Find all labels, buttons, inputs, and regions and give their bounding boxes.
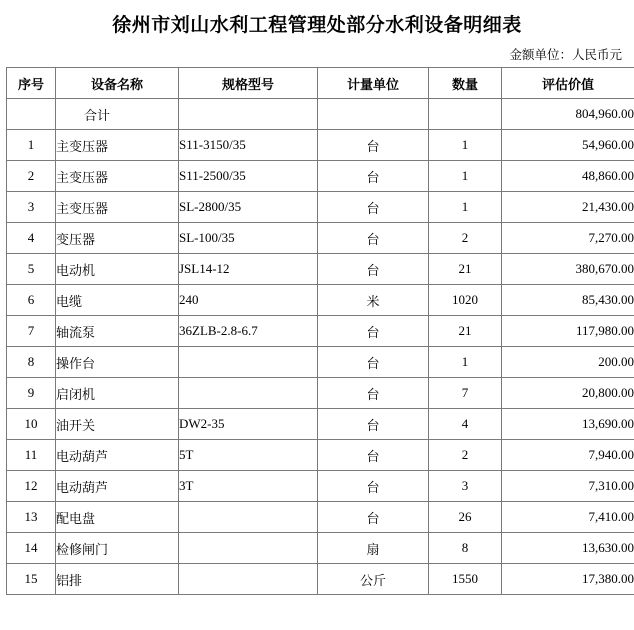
cell-unit: 台 bbox=[318, 440, 429, 471]
cell-qty bbox=[429, 99, 502, 130]
cell-spec bbox=[179, 502, 318, 533]
table-row bbox=[7, 533, 634, 564]
cell-unit: 公斤 bbox=[318, 564, 429, 595]
cell-spec: 240 bbox=[179, 285, 318, 316]
cell-unit: 台 bbox=[318, 409, 429, 440]
cell-qty: 1550 bbox=[429, 564, 502, 595]
table-row bbox=[7, 564, 634, 595]
cell-name: 电动葫芦 bbox=[56, 471, 179, 502]
table-row bbox=[7, 192, 634, 223]
cell-name: 配电盘 bbox=[56, 502, 179, 533]
cell-name: 合计 bbox=[56, 99, 179, 130]
cell-index: 11 bbox=[7, 440, 56, 471]
cell-qty: 21 bbox=[429, 254, 502, 285]
cell-value: 21,430.00 bbox=[502, 192, 634, 223]
cell-value: 200.00 bbox=[502, 347, 634, 378]
cell-unit: 米 bbox=[318, 285, 429, 316]
equipment-table bbox=[6, 67, 634, 595]
cell-value: 17,380.00 bbox=[502, 564, 634, 595]
table-row bbox=[7, 440, 634, 471]
cell-unit: 台 bbox=[318, 223, 429, 254]
cell-qty: 21 bbox=[429, 316, 502, 347]
cell-unit: 台 bbox=[318, 254, 429, 285]
table-body bbox=[7, 99, 634, 595]
cell-name: 操作台 bbox=[56, 347, 179, 378]
cell-index: 1 bbox=[7, 130, 56, 161]
column-header-spec: 规格型号 bbox=[179, 68, 318, 99]
cell-qty: 1 bbox=[429, 192, 502, 223]
cell-index: 5 bbox=[7, 254, 56, 285]
cell-value: 54,960.00 bbox=[502, 130, 634, 161]
cell-name: 变压器 bbox=[56, 223, 179, 254]
cell-index: 4 bbox=[7, 223, 56, 254]
table-row bbox=[7, 130, 634, 161]
cell-unit: 台 bbox=[318, 316, 429, 347]
cell-index: 14 bbox=[7, 533, 56, 564]
cell-value: 117,980.00 bbox=[502, 316, 634, 347]
cell-index: 7 bbox=[7, 316, 56, 347]
cell-spec bbox=[179, 347, 318, 378]
cell-name: 铝排 bbox=[56, 564, 179, 595]
cell-spec: 36ZLB-2.8-6.7 bbox=[179, 316, 318, 347]
cell-unit: 扇 bbox=[318, 533, 429, 564]
cell-name: 主变压器 bbox=[56, 130, 179, 161]
cell-index: 9 bbox=[7, 378, 56, 409]
cell-value: 20,800.00 bbox=[502, 378, 634, 409]
table-row bbox=[7, 502, 634, 533]
cell-qty: 2 bbox=[429, 440, 502, 471]
column-header-name: 设备名称 bbox=[56, 68, 179, 99]
cell-name: 主变压器 bbox=[56, 192, 179, 223]
cell-spec: DW2-35 bbox=[179, 409, 318, 440]
cell-value: 13,630.00 bbox=[502, 533, 634, 564]
cell-name: 电动机 bbox=[56, 254, 179, 285]
table-row bbox=[7, 161, 634, 192]
cell-value: 7,940.00 bbox=[502, 440, 634, 471]
table-row bbox=[7, 471, 634, 502]
cell-value: 7,310.00 bbox=[502, 471, 634, 502]
table-header bbox=[7, 68, 634, 99]
cell-name: 电缆 bbox=[56, 285, 179, 316]
cell-spec bbox=[179, 564, 318, 595]
cell-unit: 台 bbox=[318, 471, 429, 502]
cell-qty: 8 bbox=[429, 533, 502, 564]
cell-qty: 26 bbox=[429, 502, 502, 533]
cell-value: 804,960.00 bbox=[502, 99, 634, 130]
cell-spec: 5T bbox=[179, 440, 318, 471]
column-header-unit: 计量单位 bbox=[318, 68, 429, 99]
cell-name: 油开关 bbox=[56, 409, 179, 440]
cell-qty: 1 bbox=[429, 130, 502, 161]
cell-qty: 4 bbox=[429, 409, 502, 440]
cell-qty: 1020 bbox=[429, 285, 502, 316]
table-row bbox=[7, 378, 634, 409]
cell-index: 3 bbox=[7, 192, 56, 223]
cell-unit: 台 bbox=[318, 130, 429, 161]
cell-name: 轴流泵 bbox=[56, 316, 179, 347]
cell-unit: 台 bbox=[318, 347, 429, 378]
cell-spec: SL-2800/35 bbox=[179, 192, 318, 223]
cell-spec bbox=[179, 99, 318, 130]
cell-qty: 7 bbox=[429, 378, 502, 409]
cell-qty: 3 bbox=[429, 471, 502, 502]
cell-index bbox=[7, 99, 56, 130]
cell-spec bbox=[179, 533, 318, 564]
cell-spec bbox=[179, 378, 318, 409]
cell-spec: S11-2500/35 bbox=[179, 161, 318, 192]
column-header-index: 序号 bbox=[7, 68, 56, 99]
cell-value: 85,430.00 bbox=[502, 285, 634, 316]
table-row bbox=[7, 347, 634, 378]
cell-spec: S11-3150/35 bbox=[179, 130, 318, 161]
table-row bbox=[7, 223, 634, 254]
header-row bbox=[7, 68, 634, 99]
currency-unit-note: 金额单位：人民币元 bbox=[509, 48, 622, 62]
cell-name: 启闭机 bbox=[56, 378, 179, 409]
column-header-value: 评估价值 bbox=[502, 68, 634, 99]
cell-value: 7,410.00 bbox=[502, 502, 634, 533]
cell-name: 检修闸门 bbox=[56, 533, 179, 564]
cell-qty: 1 bbox=[429, 161, 502, 192]
cell-unit: 台 bbox=[318, 502, 429, 533]
cell-unit: 台 bbox=[318, 378, 429, 409]
table-row-total bbox=[7, 99, 634, 130]
table-row bbox=[7, 254, 634, 285]
page-title: 徐州市刘山水利工程管理处部分水利设备明细表 bbox=[112, 15, 522, 36]
cell-value: 48,860.00 bbox=[502, 161, 634, 192]
table-row bbox=[7, 316, 634, 347]
cell-index: 8 bbox=[7, 347, 56, 378]
cell-qty: 1 bbox=[429, 347, 502, 378]
cell-index: 13 bbox=[7, 502, 56, 533]
cell-unit: 台 bbox=[318, 192, 429, 223]
cell-spec: SL-100/35 bbox=[179, 223, 318, 254]
table-row bbox=[7, 285, 634, 316]
cell-index: 12 bbox=[7, 471, 56, 502]
cell-name: 主变压器 bbox=[56, 161, 179, 192]
table-row bbox=[7, 409, 634, 440]
cell-spec: JSL14-12 bbox=[179, 254, 318, 285]
cell-index: 6 bbox=[7, 285, 56, 316]
cell-spec: 3T bbox=[179, 471, 318, 502]
cell-unit: 台 bbox=[318, 161, 429, 192]
cell-value: 13,690.00 bbox=[502, 409, 634, 440]
cell-index: 10 bbox=[7, 409, 56, 440]
cell-unit bbox=[318, 99, 429, 130]
cell-index: 2 bbox=[7, 161, 56, 192]
cell-qty: 2 bbox=[429, 223, 502, 254]
cell-name: 电动葫芦 bbox=[56, 440, 179, 471]
cell-value: 380,670.00 bbox=[502, 254, 634, 285]
cell-value: 7,270.00 bbox=[502, 223, 634, 254]
column-header-qty: 数量 bbox=[429, 68, 502, 99]
cell-index: 15 bbox=[7, 564, 56, 595]
